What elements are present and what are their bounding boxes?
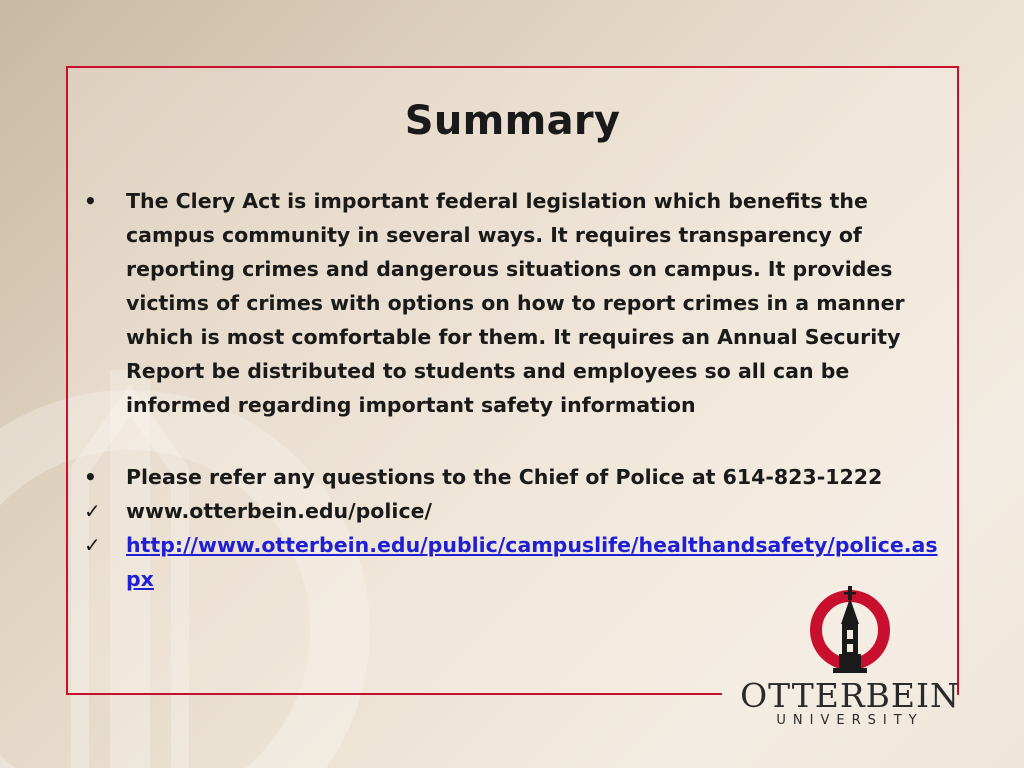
frame-bottom-rule (66, 693, 722, 695)
slide-title: Summary (404, 98, 621, 144)
logo-wordmark: OTTERBEIN (740, 676, 960, 715)
checkmark-icon: ✓ (84, 499, 101, 523)
bullet-text: Please refer any questions to the Chief of Police at 614-823-1222 (126, 465, 883, 489)
police-url-text: www.otterbein.edu/police/ (126, 499, 432, 523)
tower-emblem-icon (735, 584, 965, 679)
check-item (84, 494, 944, 528)
otterbein-logo (735, 584, 965, 734)
bullet-item (84, 460, 944, 494)
slide-content (84, 184, 944, 596)
checkmark-icon: ✓ (84, 533, 101, 557)
bullet-item (84, 184, 944, 422)
bullet-marker: • (84, 189, 97, 213)
bullet-text: The Clery Act is important federal legislation which benefits the campus community in several ways. It requires transparency of reporting crimes and dangerous situations on campus. It provides victims of crimes with options on how to report crimes in a manner which is most comfortable for them. It requires an Annual Security Report be distributed to students and employees so all can be informed regarding important safety information (126, 189, 905, 417)
bullet-marker: • (84, 465, 97, 489)
police-page-link[interactable]: http://www.otterbein.edu/public/campuslife/healthandsafety/police.aspx (126, 533, 938, 591)
logo-subtitle: UNIVERSITY (776, 713, 924, 728)
